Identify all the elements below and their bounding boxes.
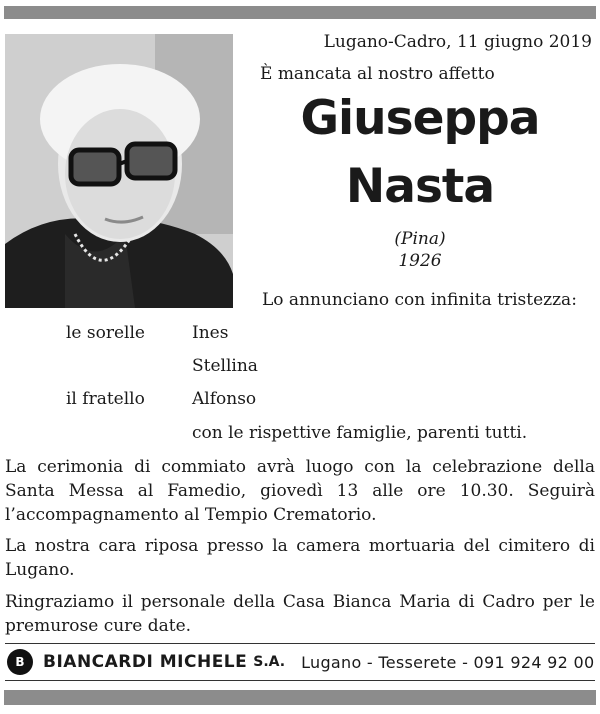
bottom-divider-bar [4, 690, 596, 705]
company-contact: Lugano - Tesserete - 091 924 92 00 [301, 652, 595, 672]
company-suffix: S.A. [253, 654, 286, 670]
relative-name: Stellina [192, 356, 258, 376]
top-divider-bar [4, 6, 596, 19]
birth-year: 1926 [398, 251, 442, 271]
resting-place-paragraph: La nostra cara riposa presso la camera mortuaria del cimitero di Lugano. [5, 536, 595, 580]
relative-name: Ines [192, 323, 229, 343]
relation-label: le sorelle [66, 323, 145, 343]
deceased-first-name: Giuseppa [300, 91, 540, 146]
company-name: BIANCARDI MICHELE [43, 652, 248, 672]
relative-name: Alfonso [192, 389, 257, 409]
relation-label: il fratello [66, 389, 145, 409]
deceased-nickname: (Pina) [394, 229, 446, 249]
portrait-illustration [5, 34, 233, 308]
funeral-home-footer [5, 648, 595, 676]
intro-text: È mancata al nostro affetto [260, 64, 495, 84]
footer-top-rule [5, 643, 595, 644]
company-logo-icon: B [7, 649, 33, 675]
thanks-paragraph: Ringraziamo il personale della Casa Bianca Maria di Cadro per le premurose cure date. [5, 592, 595, 636]
footer-bottom-rule [5, 680, 595, 681]
place-date: Lugano-Cadro, 11 giugno 2019 [323, 32, 592, 52]
deceased-last-name: Nasta [345, 159, 495, 214]
ceremony-paragraph: La cerimonia di commiato avrà luogo con la celebrazione della Santa Messa al Famedio, giovedì 13 alle ore 10.30. Seguirà l’accompagnamento al Tempio Crematorio. [5, 457, 595, 525]
portrait-photo [5, 34, 233, 308]
families-text: con le rispettive famiglie, parenti tutti. [192, 423, 528, 443]
announcement-text: Lo annunciano con infinita tristezza: [262, 290, 577, 310]
